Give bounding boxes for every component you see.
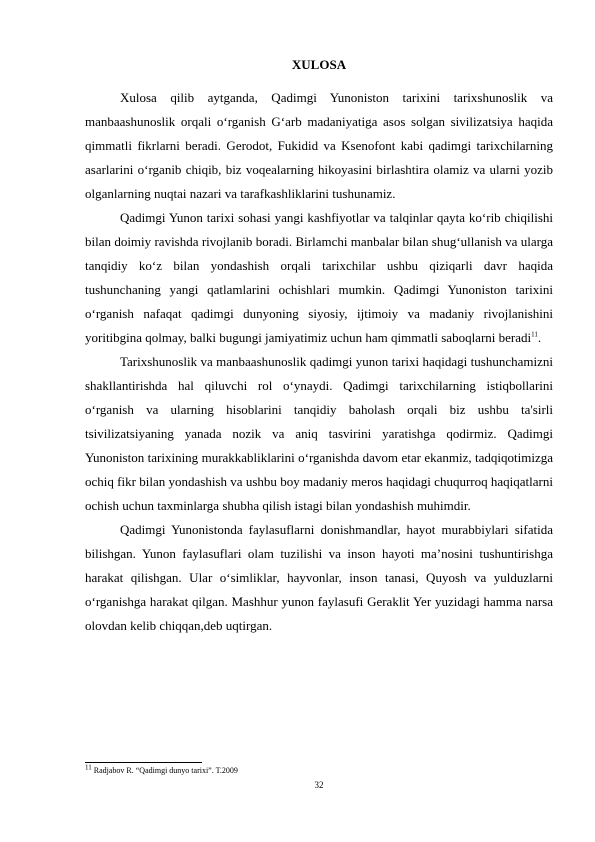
- page-number: 32: [314, 780, 324, 790]
- paragraph-3: [85, 350, 553, 518]
- paragraph-2: [85, 206, 553, 350]
- paragraph-3-text: Tarixshunoslik va manbaashunoslik qadimgi yunon tarixi haqidagi tushunchamizni shakllantirishda hal qiluvchi rol o‘ynaydi. Qadimgi tarixchilarning istiqbollarini o‘rganish va ularning hisoblarini tanqidiy baholash orqali biz ushbu ta'sirli tsivilizatsiyaning yanada nozik va aniq tasvirini yaratishga qodirmiz. Qadimgi Yunoniston tarixining murakkabliklarini o‘rganishda davom etar ekanmiz, tadqiqotimizga ochiq fikr bilan yondashish va ushbu boy madaniy meros haqidagi chuqurroq haqiqatlarni ochish uchun taxminlarga shubha qilish istagi bilan yondashish muhimdir.: [85, 354, 553, 513]
- footnote-reference: 11: [531, 330, 538, 339]
- footnote-separator: [85, 762, 202, 763]
- paragraph-1-text: Xulosa qilib aytganda, Qadimgi Yunoniston tarixini tarixshunoslik va manbaashunoslik orqali o‘rganish G‘arb madaniyatiga asos solgan sivilizatsiya haqida qimmatli fikrlarni beradi. Gerodot, Fukidid va Ksenofont kabi qadimgi tarixchilarning asarlarini o‘rganib chiqib, biz voqealarning hikoyasini birlashtira olamiz va ularni yozib olganlarning nuqtai nazari va tarafkashliklarini tushunamiz.: [85, 90, 553, 201]
- paragraph-4: [85, 518, 553, 638]
- paragraph-2-text: Qadimgi Yunon tarixi sohasi yangi kashfiyotlar va talqinlar qayta ko‘rib chiqilishi bilan doimiy ravishda rivojlanib boradi. Birlamchi manbalar bilan shug‘ullanish va ularga tanqidiy ko‘z bilan yondashish orqali tarixchilar ushbu qiziqarli davr haqida tushunchaning yangi qatlamlarini ochishlari mumkin. Qadimgi Yunoniston tarixini o‘rganish nafaqat qadimgi dunyoning siyosiy, ijtimoiy va madaniy rivojlanishini yoritibgina qolmay, balki bugungi jamiyatimiz uchun ham qimmatli saboqlarni beradi: [85, 210, 553, 345]
- document-body: [85, 86, 553, 638]
- paragraph-2-end: .: [537, 330, 542, 345]
- paragraph-4-text: Qadimgi Yunonistonda faylasuflarni donishmandlar, hayot murabbiylari sifatida bilishgan. Yunon faylasuflari olam tuzilishi va inson hayoti ma’nosini tushuntirishga harakat qilishgan. Ular o‘simliklar, hayvonlar, inson tanasi, Quyosh va yulduzlarni o‘rganishga harakat qilgan. Mashhur yunon faylasufi Geraklit Yer yuzidagi hamma narsa olovdan kelib chiqqan,deb uqtirgan.: [85, 522, 553, 633]
- footnote: [85, 763, 553, 776]
- paragraph-1: [85, 86, 553, 206]
- footnote-mark: 11: [85, 763, 92, 772]
- page-title: XULOSA: [291, 57, 347, 72]
- footnote-text: Radjabov R. “Qadimgi dunyo tarixi”. T.2009: [91, 766, 238, 775]
